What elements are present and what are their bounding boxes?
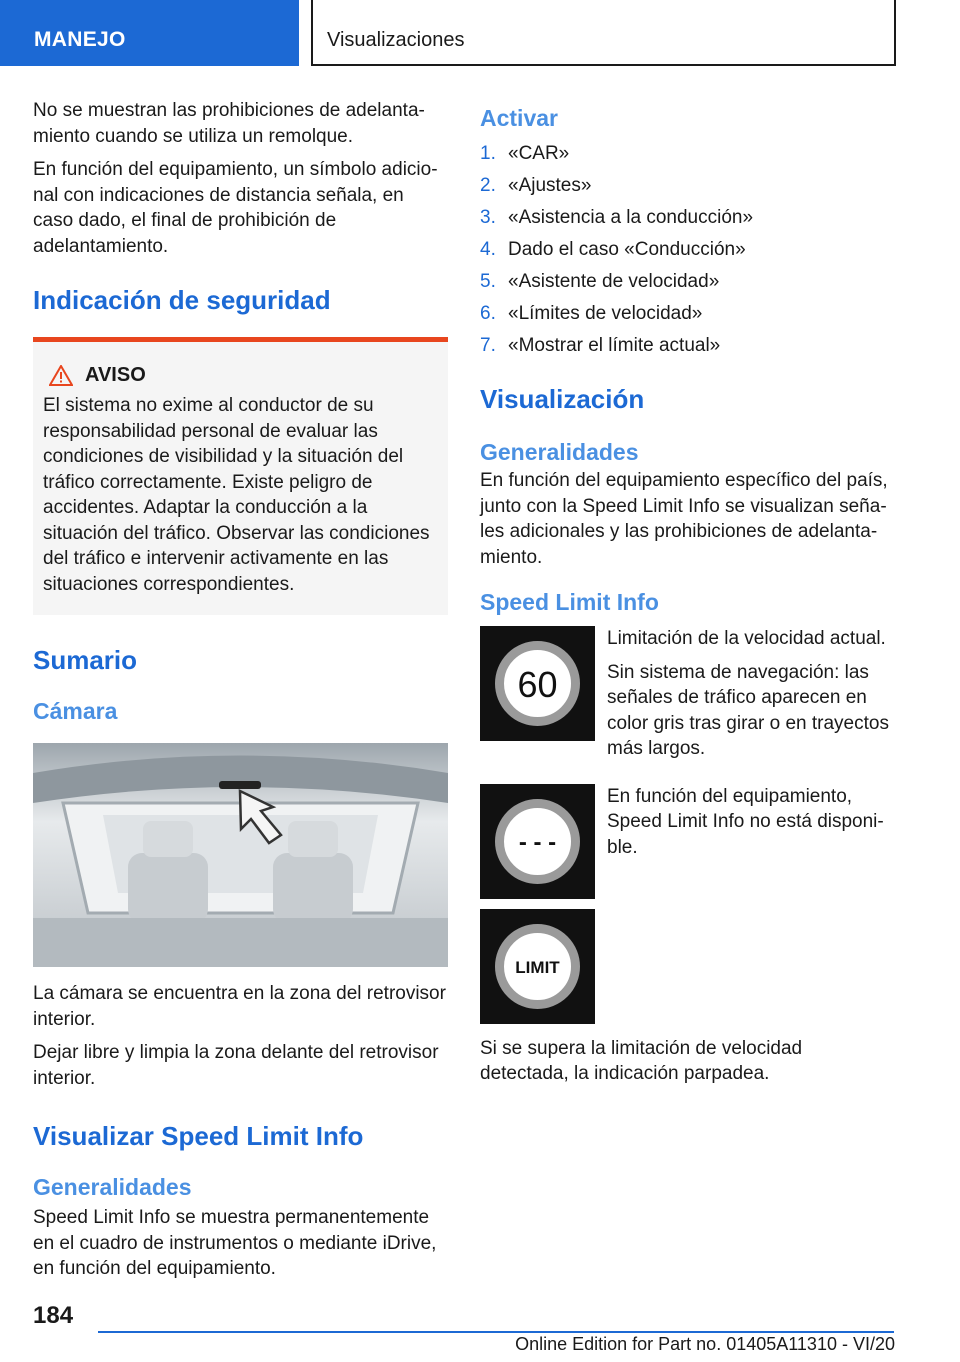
blinking-note: Si se supera la limitación de velocidad detectada, la indicación parpadea. (480, 1037, 803, 1084)
left-general-text: Speed Limit Info se muestra permanentemente en el cuadro de instrumentos o mediante iDrive, en función del equipamiento. (33, 1207, 437, 1279)
speed-limit-unavailable-icon (480, 784, 595, 899)
page-number: 184 (33, 1302, 74, 1329)
warning-triangle-icon (49, 365, 73, 386)
sign-60-row (480, 626, 895, 770)
camera-heading: Cámara (33, 698, 118, 724)
step-item: 5. «Asistente de velocidad» (480, 271, 720, 292)
header-section-tab (0, 0, 299, 66)
display-heading: Visualización (480, 384, 645, 414)
header-section-label: MANEJO (34, 28, 126, 51)
svg-text:- - -: - - - (518, 828, 557, 856)
sign-60-description: Limitación de la velocidad actual. Sin sistema de navegación: las señales de tráfico aparecen en color gris tras girar o en trayectos más largos. (607, 628, 889, 759)
svg-text:60: 60 (517, 664, 558, 705)
paragraph-additional-symbol: En función del equipamiento, un símbolo adicional con indicaciones de distancia señala, en caso dado, el final de prohibición de adelantamiento. (33, 159, 438, 257)
step-item: 4. Dado el caso «Conducción» (480, 239, 746, 260)
right-column (480, 98, 895, 1095)
sign-limit-row (480, 909, 895, 1024)
warning-title: AVISO (85, 364, 146, 386)
step-item: 6. «Límites de velocidad» (480, 303, 703, 324)
speed-limit-limit-icon (480, 909, 595, 1024)
step-item: 2. «Ajustes» (480, 175, 592, 196)
step-item: 3. «Asistencia a la conducción» (480, 207, 754, 228)
camera-location-image (33, 743, 448, 967)
activate-heading: Activar (480, 105, 558, 131)
camera-clean-text: Dejar libre y limpia la zona delante del retrovisor interior. (33, 1042, 439, 1089)
header-chapter-label: Visualizaciones (327, 29, 465, 51)
car-interior-illustration (33, 743, 448, 967)
step-item: 7. «Mostrar el límite actual» (480, 335, 721, 356)
summary-heading: Sumario (33, 645, 138, 675)
svg-text:LIMIT: LIMIT (515, 957, 560, 977)
right-general-text: En función del equipamiento específico del país, junto con la Speed Limit Info se visualizan señales adicionales y las prohibiciones de adelantamiento. (480, 470, 888, 568)
activate-steps (480, 138, 895, 362)
footer-edition: Online Edition for Part no. 01405A11310 - VI/20 (515, 1334, 895, 1354)
left-general-heading: Generalidades (33, 1174, 192, 1200)
warning-title-row (43, 364, 436, 387)
sign-unavailable-description: En función del equipamiento, Speed Limit Info no está disponible. (607, 785, 884, 858)
warning-box (33, 337, 448, 615)
speed-limit-60-icon (480, 626, 595, 741)
camera-location-text: La cámara se encuentra en la zona del retrovisor interior. (33, 983, 446, 1030)
warning-text: El sistema no exime al conductor de su responsabilidad personal de evaluar las condiciones de visibilidad y la situación del tráfico correctamente. Existe peligro de accidentes. Adaptar la conducción a la situación del tráfico. Observar las condiciones del tráfico e intervenir activamente en las situaciones correspondientes. (43, 395, 430, 595)
header-chapter-tab (311, 0, 896, 66)
sign-unavailable-row (480, 784, 895, 899)
show-speed-limit-heading: Visualizar Speed Limit Info (33, 1121, 364, 1151)
footer-divider (98, 1331, 894, 1333)
speed-limit-info-heading: Speed Limit Info (480, 589, 659, 615)
paragraph-trailer: No se muestran las prohibiciones de adelantamiento cuando se utiliza un remolque. (33, 100, 425, 147)
step-item: 1. «CAR» (480, 143, 570, 164)
left-column (33, 98, 448, 1290)
safety-heading: Indicación de seguridad (33, 285, 331, 315)
right-general-heading: Generalidades (480, 439, 639, 465)
